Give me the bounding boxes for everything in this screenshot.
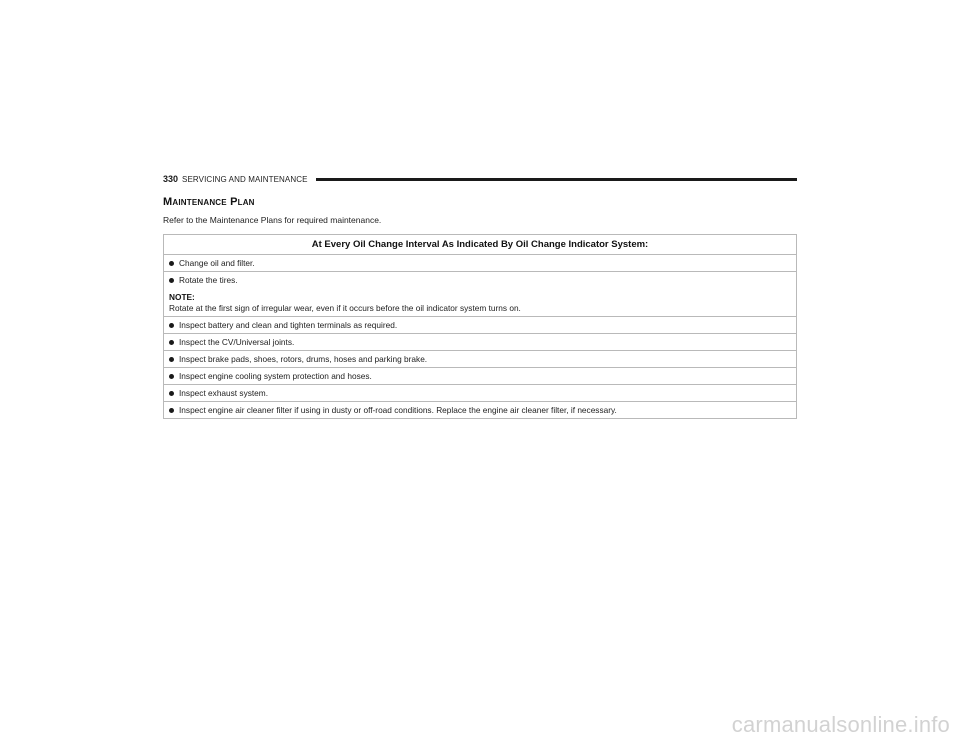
table-row — [164, 255, 796, 272]
page-number: 330 — [163, 174, 179, 184]
bullet-icon — [169, 391, 174, 396]
watermark: carmanualsonline.info — [731, 712, 950, 737]
row-text: Change oil and filter. — [179, 258, 255, 268]
bullet-icon — [169, 340, 174, 345]
bullet-icon — [169, 374, 174, 379]
table-row — [164, 385, 796, 402]
bullet-icon — [169, 261, 174, 266]
table-row — [164, 351, 796, 368]
intro-text: Refer to the Maintenance Plans for required maintenance. — [163, 215, 382, 225]
page-title: Maintenance Plan — [163, 196, 255, 208]
row-text: Inspect engine cooling system protection and hoses. — [179, 371, 372, 381]
row-text: Inspect brake pads, shoes, rotors, drums, hoses and parking brake. — [179, 354, 428, 364]
page-header — [163, 172, 797, 186]
bullet-icon — [169, 278, 174, 283]
table-row — [164, 317, 796, 334]
bullet-icon — [169, 408, 174, 413]
bullet-icon — [169, 357, 174, 362]
note-text: Rotate at the first sign of irregular wear, even if it occurs before the oil indicator system turns on. — [169, 303, 521, 313]
table-heading: At Every Oil Change Interval As Indicated By Oil Change Indicator System: — [164, 235, 796, 255]
table-row — [164, 368, 796, 385]
row-text: Inspect engine air cleaner filter if using in dusty or off-road conditions. Replace the engine air cleaner filter, if necessary. — [179, 405, 617, 415]
section-name: SERVICING AND MAINTENANCE — [182, 174, 308, 184]
note-label: NOTE: — [169, 292, 195, 302]
bullet-icon — [169, 323, 174, 328]
maintenance-table — [163, 234, 797, 419]
table-row — [164, 402, 796, 418]
row-text: Inspect battery and clean and tighten terminals as required. — [179, 320, 398, 330]
header-rule — [316, 178, 797, 181]
table-row — [164, 272, 796, 317]
row-text: Inspect exhaust system. — [179, 388, 269, 398]
row-text: Rotate the tires. — [179, 275, 238, 285]
row-text: Inspect the CV/Universal joints. — [179, 337, 295, 347]
table-row — [164, 334, 796, 351]
